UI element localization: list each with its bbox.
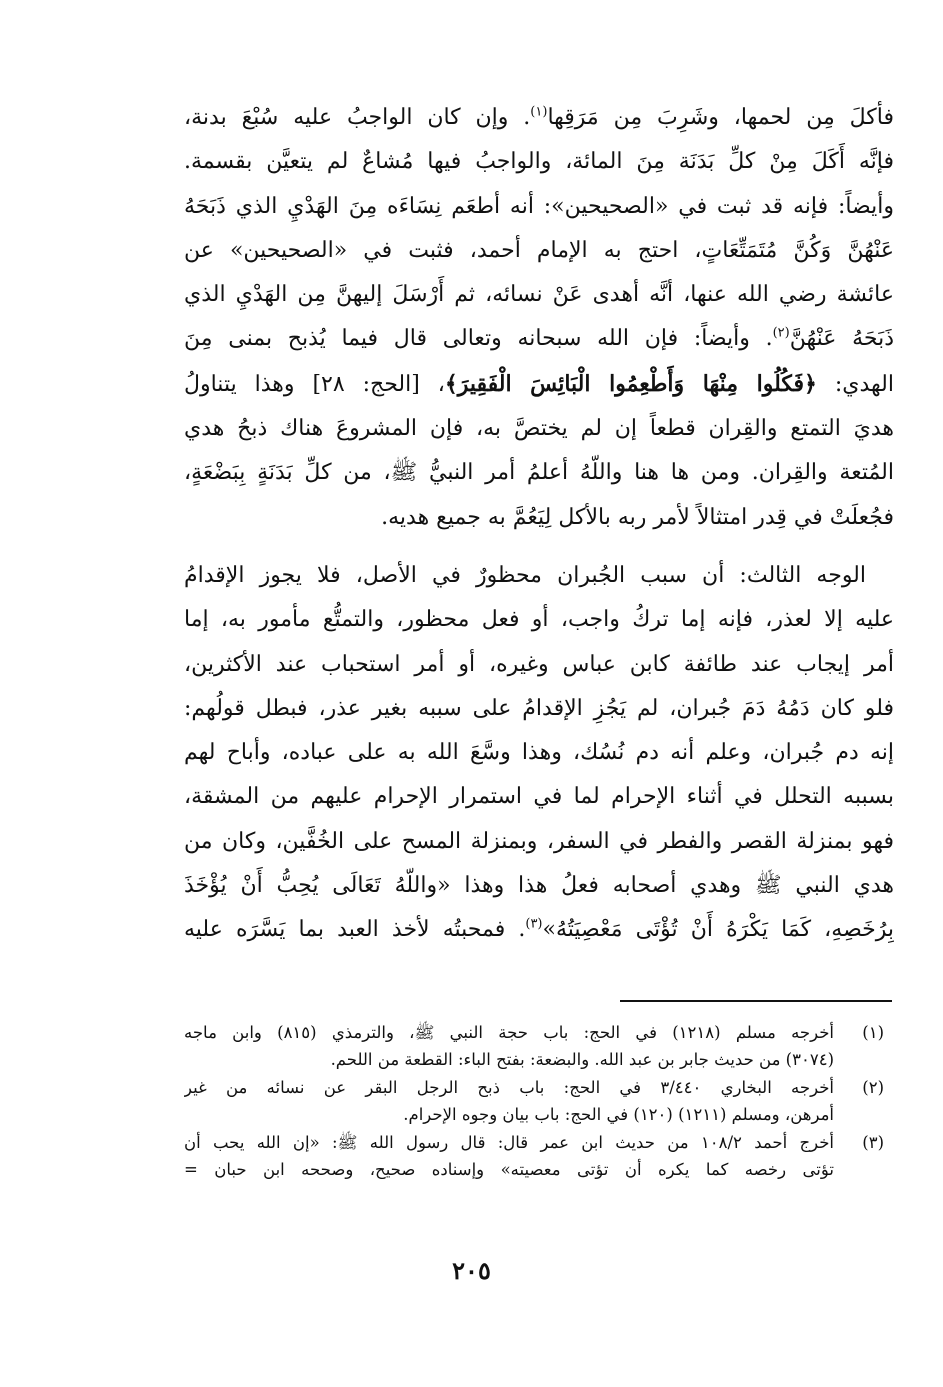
quran-verse: ﴿فَكُلُوا مِنْهَا وَأَطْعِمُوا الْبَائِسَ الْفَقِيرَ﴾	[444, 370, 817, 397]
text-line: فأكلَ مِن لحمها، وشَرِبَ مِن مَرَقِها$^{(١)}$. وإن كان الواجبُ عليه سُبْعَ بدنة،	[184, 104, 894, 130]
footnote-2	[184, 1075, 894, 1128]
footnote-line: أمرهن، ومسلم (١٢١١) (١٢٠) في الحج: باب بيان وجوه الإحرام.	[403, 1104, 834, 1124]
footnote-text	[184, 1020, 834, 1073]
text-line: هديَ التمتع والقِران قطعاً إن لم يختصَّ به، فإن المشروعَ هناك ذبحُ هدي	[184, 416, 894, 442]
text-line: الهدي: ﴿فَكُلُوا مِنْهَا وَأَطْعِمُوا الْبَائِسَ الْفَقِيرَ﴾، [الحج: ٢٨] وهذا يتناولُ	[184, 370, 894, 397]
footnote-line: (٣٠٧٤) من حديث جابر بن عبد الله. والبضعة: بفتح الباء: القطعة من اللحم.	[330, 1049, 834, 1069]
text-line: الوجه الثالث: أن سبب الجُبران محظورٌ في الأصل، فلا يجوز الإقدامُ	[184, 562, 866, 588]
text-line: عائشة رضي الله عنها، أنَّه أهدى عَنْ نسائه، ثم أَرْسَلَ إليهنَّ مِن الهَدْيِ الذي	[184, 282, 894, 308]
main-text-body	[184, 96, 894, 953]
text-line: فلو كان دَمُهُ دَمَ جُبران، لم يَجُزِ الإقدامُ على سببه بغير عذر، فبطل قولُهم:	[184, 695, 894, 721]
footnote-ref-1[interactable]: (١)	[530, 104, 548, 120]
footnote-number: (٣)	[862, 1133, 884, 1153]
text-line: وأيضاً: فإنه قد ثبت في «الصحيحين»: أنه أطعَم نِسَاءَه مِنَ الهَدْيِ الذي ذَبَحَهُ	[184, 193, 894, 219]
text-line: ذَبَحَهُ عَنْهُنَّ$^{(٢)}$. وأيضاً: فإن الله سبحانه وتعالى قال فيما يُذبح بمنى مِنَ	[184, 326, 894, 352]
text-line: عليه إلا لعذر، فإنه إما تركُ واجب، أو فعل محظور، والتمتُّع مأمور به، إما	[184, 607, 894, 633]
paragraph-2	[184, 554, 894, 953]
footnote-text	[184, 1130, 834, 1183]
footnote-ref-3[interactable]: (٣)	[525, 917, 543, 933]
text-line: فجُعلَتْ في قِدر امتثالاً لأمر ربه بالأكل لِيَعُمَّ به جميع هديه.	[381, 504, 894, 530]
text-line: إنه دم جُبران، وعلم أنه دم نُسُك، وهذا وسَّعَ الله به على عباده، وأباح لهم	[184, 740, 894, 766]
text-line: بسببه التحلل في أثناء الإحرام لما في استمرار الإحرام عليهم من المشقة،	[184, 784, 894, 810]
footnote-text	[184, 1075, 834, 1128]
footnote-ref-2[interactable]: (٢)	[772, 326, 790, 342]
footnote-separator	[620, 1000, 892, 1002]
paragraph-spacer	[184, 540, 894, 554]
footnote-number: (٢)	[862, 1078, 884, 1098]
text-line: فإنَّه أَكَلَ مِنْ كلِّ بَدَنَة مِنَ المائة، والواجبُ فيها مُشاعٌ لم يتعيَّن بقسمة.	[184, 149, 894, 175]
paragraph-1	[184, 96, 894, 540]
footnote-line: أخرج أحمد ١٠٨/٢ من حديث ابن عمر قال: قال رسول الله ﷺ: «إن الله يحب أن	[184, 1133, 834, 1153]
footnotes-section	[184, 1020, 894, 1186]
text-line: عَنْهُنَّ وَكُنَّ مُتَمَتِّعَاتٍ، احتج به الإمام أحمد، فثبت في «الصحيحين» عن	[184, 237, 894, 263]
footnote-1	[184, 1020, 894, 1073]
page-number: ٢٠٥	[452, 1256, 491, 1285]
footnote-line: أخرجه البخاري ٣/٤٤٠ في الحج: باب ذبح الرجل البقر عن نسائه من غير	[184, 1078, 834, 1098]
text-line: هدي النبي ﷺ وهدي أصحابه فعلُ هذا وهذا «واللّهُ تَعَالَى يُحِبُّ أَنْ يُؤْخَذَ	[184, 873, 894, 899]
footnote-3	[184, 1130, 894, 1183]
footnote-line: أخرجه مسلم (١٢١٨) في الحج: باب حجة النبي ﷺ، والترمذي (٨١٥) وابن ماجه	[184, 1023, 834, 1042]
text-line: بِرُخَصِهِ، كَمَا يَكْرَهُ أَنْ تُؤْتَى مَعْصِيَتُهُ»$^{(٣)}$. فمحبتُه لأخذ العبد بما يَسَّرَه عليه	[184, 917, 894, 943]
text-line: أمر إيجاب عند طائفة كابن عباس وغيره، أو أمر استحباب عند الأكثرين،	[184, 651, 894, 677]
footnote-line: تؤتى رخصه كما يكره أن تؤتى معصيته» وإسناده صحيح، وصححه ابن حبان =	[184, 1159, 834, 1179]
footnote-number: (١)	[862, 1023, 884, 1042]
text-line: فهو بمنزلة القصر والفطر في السفر، وبمنزلة المسح على الخُفَّين، وكان من	[184, 828, 894, 854]
text-line: المُتعة والقِران. ومن ها هنا واللّهُ أعلمُ أمر النبيُّ ﷺ، من كلِّ بَدَنَةٍ بِبَضْعَةٍ،	[184, 460, 894, 486]
